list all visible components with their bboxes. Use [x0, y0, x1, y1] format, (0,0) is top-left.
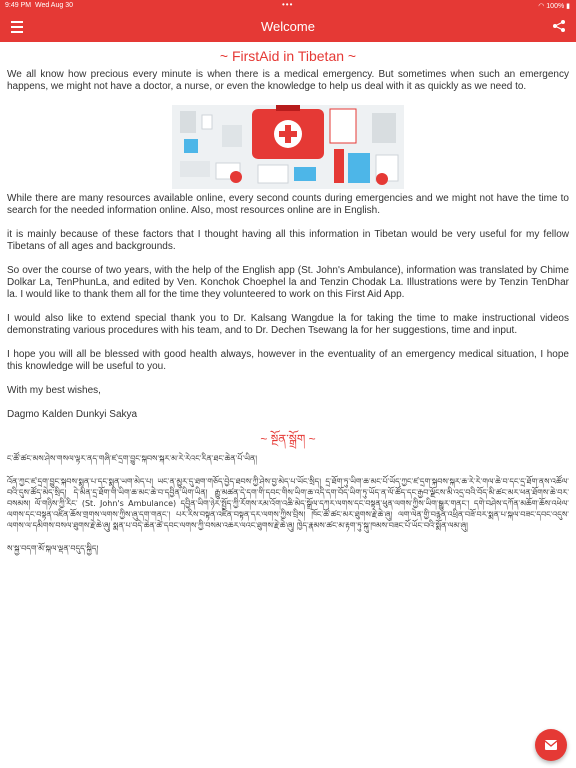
tibetan-signature: ས་སྐྱ་བདག་མོ་སྐལ་ལྡན་བདུད་སྐྱིད། — [7, 544, 99, 553]
status-time-date: 9:49 PM Wed Aug 30 — [5, 2, 73, 9]
welcome-content — [7, 42, 569, 566]
intro-paragraph-4: So over the course of two years, with the help of the English app (St. John's Ambulance), information was translated by Chime Dolkar La, TenPhunLa, and edited by Ven. Konchok Choephel la and Tenzin Chodak La. Illustrations were by Tenzin TenDhar la. I would like to thank them all for the time they volunteered to work on this First Aid App. — [7, 265, 569, 300]
status-right — [538, 2, 570, 10]
intro-paragraph-3: it is mainly because of these factors that I thought having all this information in Tibetan would be very useful for my fellow Tibetans of all ages and backgrounds. — [7, 229, 569, 252]
email-fab-button[interactable] — [535, 729, 567, 761]
share-icon[interactable] — [552, 19, 566, 33]
status-bar — [0, 0, 576, 12]
intro-paragraph-5: I would also like to extend special thank you to Dr. Kalsang Wangdue la for taking the time to make instructional videos demonstrating various procedures with his team, and to Dr. Dechen Tsewang la for her suggestions, time and input. — [7, 313, 569, 336]
first-aid-illustration — [172, 105, 404, 189]
battery-icon: ▮ — [566, 3, 570, 10]
tibetan-paragraph-2: འོན་ཀྱང་ཛ་དྲག་བྱུང་སྐབས་སྨན་པ་དང་སྨན་ཡག་མེད་པ། ཡང་ན་མྱུར་དུ་ཐག་གཅོད་བྱེད་ཐབས་ཀྱི་ཤེས་བྱ་མེད་པ་ཡོང་སྲིད། དྲ་ཐོག་ཏུ་ཡིག་ཆ་མང་པོ་ཡོད་ཀྱང་ཛ་དྲག་སྐབས་སྐར་ཆ་རེ་རེ་གལ་ཆེ་བ་དང་དྲ་ཐོག་ནས་འཚོལ་བའི་དུས་ཚོད་མེད་སྲིད། དེ་མིན་དྲ་ཐོག་གི་ཡིག་ཆ་མང་ཆེ་བ་དབྱིན་ཡིག་ཡིན། རྒྱུ་མཚན་དེ་དག་གི་དབང་གིས་ཡིག་ཆ་འདི་དག་བོད་ཡིག་ཏུ་ཡོད་ན་ལོ་ཚོད་དང་རྒྱབ་ལྗོངས་མི་འདྲ་བའི་བོད་མི་ཚང་མར་ཕན་ཐོགས་ཆེ་བར་བསམས། ལོ་གཉིས་ཀྱི་རིང་ (St. John's Ambulance) དབྱིན་ཡིག་ཉེར་སྤྱོད་ཀྱི་རོགས་རམ་འོག་འཆི་མེད་སྒྲོལ་དཀར་ལགས་དང་བསྟན་ཕུན་ལགས་ཀྱིས་ཡིག་སྒྱུར་གནང་། དགེ་བཤེས་དཀོན་མཆོག་ཆོས་འཕེལ་ལགས་དང་བསྟན་འཛིན་ཆོས་གྲགས་ལགས་ཀྱིས་ཞུ་དག་གནང་། པར་རིས་བསྟན་འཛིན་བསྟན་དར་ལགས་ཀྱིས་བྲིས། ཁོང་ཚོ་ཚང་མར་ཐུགས་རྗེ་ཆེ་ཞུ། ལག་ལེན་གྱི་བརྙན་འཕྲིན་བཟོ་བར་སྨན་པ་སྐལ་བཟང་དབང་འདུས་ལགས་ལ་དམིགས་བསལ་ཐུགས་རྗེ་ཆེ་ཞུ། སྨན་པ་བདེ་ཆེན་ཚེ་དབང་ལགས་ཀྱི་བསམ་འཆར་ལའང་ཐུགས་རྗེ་ཆེ་ཞུ། ཁྱེད་རྣམས་ཚང་མ་རྟག་ཏུ་སྐུ་ཁམས་བཟང་པོ་ཡོང་བའི་སྨོན་ལམ་ཞུ། — [7, 477, 569, 530]
page-title: Welcome — [261, 19, 315, 34]
author-signature: Dagmo Kalden Dunkyi Sakya — [7, 409, 138, 420]
tibetan-heading: ~ སྔོན་སྒྲོག ~ — [260, 432, 316, 446]
wifi-icon: ◠ — [538, 3, 545, 10]
battery-level: 100% — [546, 3, 565, 10]
tibetan-paragraph-1: ང་ཚོ་ཚང་མས་ཤེས་གསལ་ལྟར་ནད་གཞི་ཛ་དྲག་བྱུང་སྐབས་སྐར་མ་རེ་རེའང་རིན་ཐང་ཆེན་པོ་ཡིན། — [7, 454, 258, 463]
app-bar — [0, 12, 576, 42]
first-aid-kit-image — [172, 105, 404, 189]
multitask-dots-icon[interactable]: ••• — [282, 0, 294, 9]
english-heading: ~ FirstAid in Tibetan ~ — [219, 48, 357, 64]
intro-paragraph-1: We all know how precious every minute is when there is a medical emergency. But sometimes when such an emergency happens, we might not have a doctor, a nurse, or even the knowledge to help us deal with it as quickly as we need to. — [7, 69, 569, 92]
intro-paragraph-2: While there are many resources available online, every second counts during emergencies and we might not have the time to search for the needed information online. Also, most resources online are in English. — [7, 193, 569, 216]
intro-paragraph-6: I hope you will all be blessed with good health always, however in the eventuality of an emergency medical situation, I hope this knowledge will be useful to you. — [7, 349, 569, 372]
mail-icon — [535, 729, 567, 761]
closing-wishes: With my best wishes, — [7, 385, 101, 396]
